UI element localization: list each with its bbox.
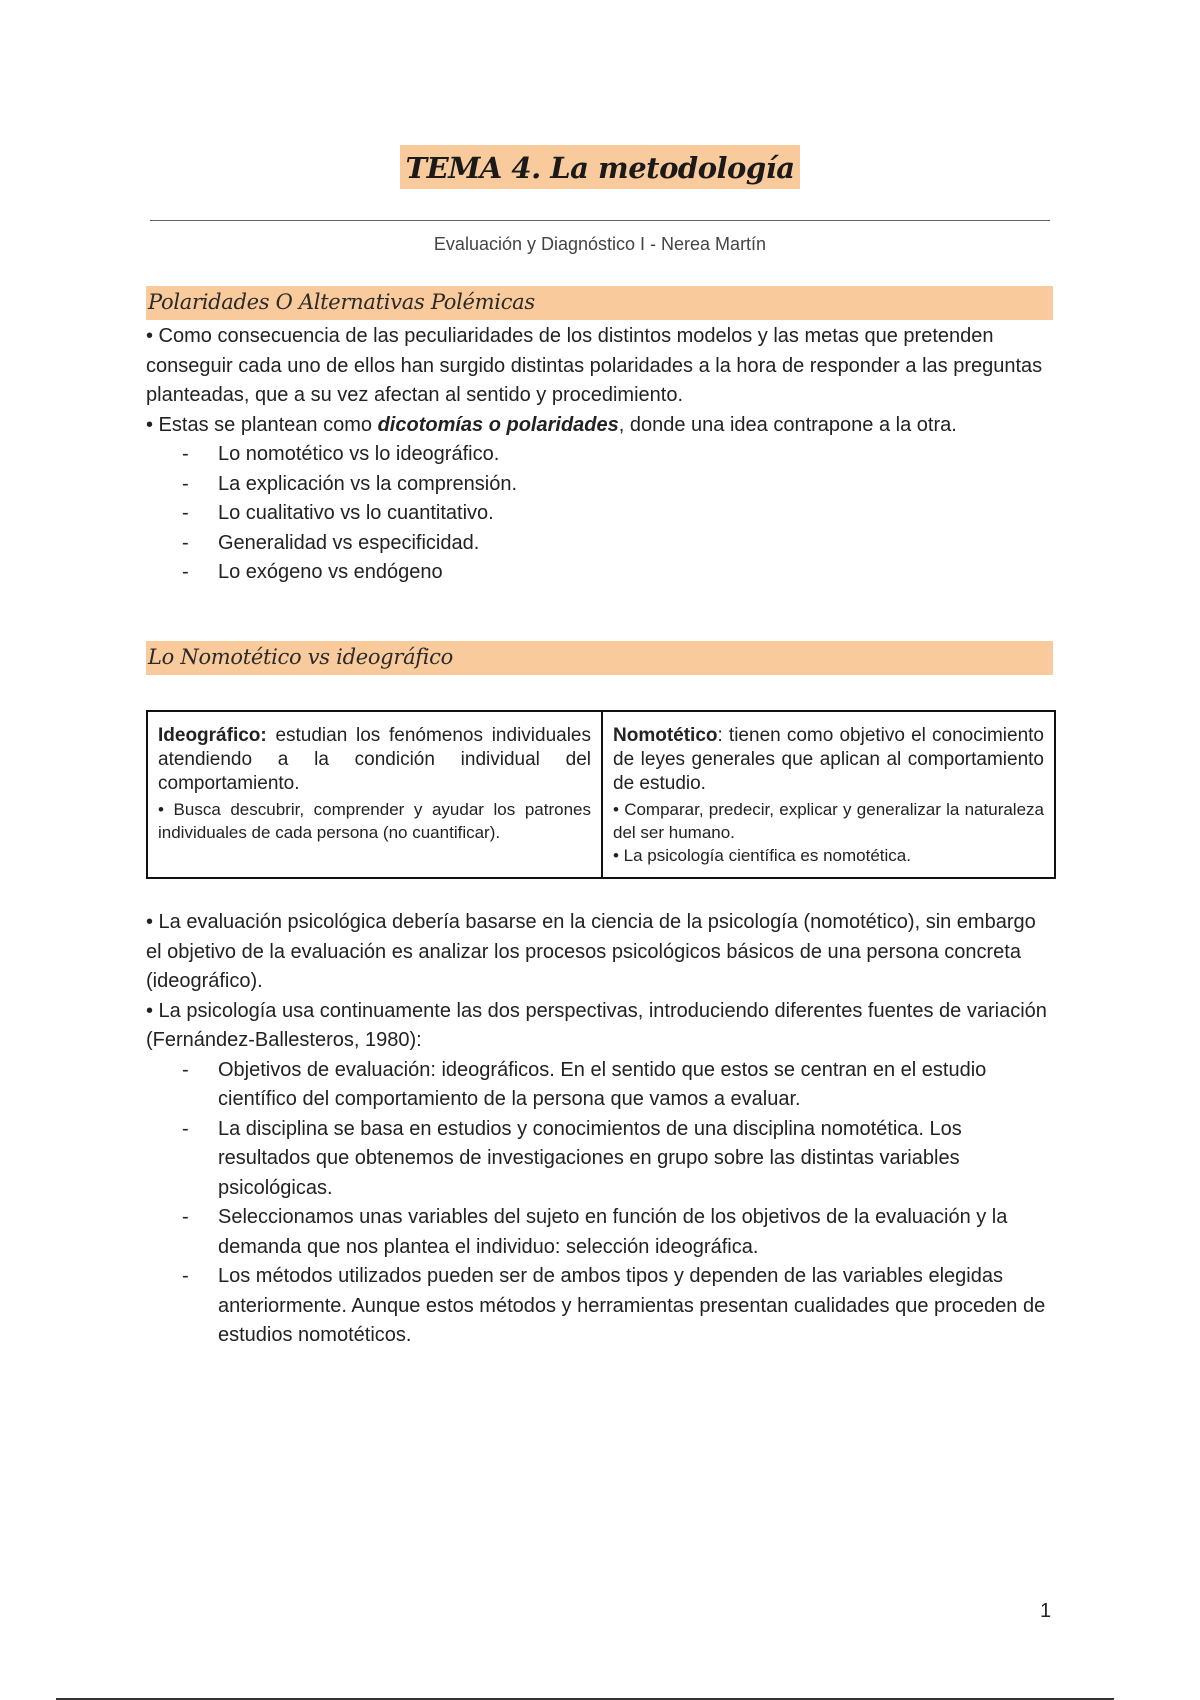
section-polaridades-body (146, 322, 1056, 588)
list-item: - Generalidad vs especificidad. (182, 529, 1056, 559)
table-cell-ideografico: Ideográfico: estudian los fenómenos individuales atendiendo a la condición individual del comportamiento. • Busca descubrir, comprender y ayudar los patrones individuales de cada persona (no cuantificar). (158, 725, 591, 842)
list-item: - Lo nomotético vs lo ideográfico. (182, 440, 1056, 470)
list-item: - La disciplina se basa en estudios y conocimientos de una disciplina nomotética. Los resultados que obtenemos de investigaciones en grupo sobre las distintas variables psicológicas. (182, 1115, 1056, 1204)
page-title: TEMA 4. La metodología (400, 145, 801, 189)
header-divider (150, 220, 1050, 221)
section-heading-polaridades: Polaridades O Alternativas Polémicas (146, 286, 1053, 320)
list-item: - Objetivos de evaluación: ideográficos. En el sentido que estos se centran en el estudio científico del comportamiento de la persona que vamos a evaluar. (182, 1056, 1056, 1115)
paragraph: • La evaluación psicológica debería basarse en la ciencia de la psicología (nomotético), sin embargo el objetivo de la evaluación es analizar los procesos psicológicos básicos de una persona concreta (ideográfico). (146, 911, 1036, 992)
table-cell-nomotetico: Nomotético: tienen como objetivo el conocimiento de leyes generales que aplican al comportamiento de estudio. • Comparar, predecir, explicar y generalizar la naturaleza del ser humano. • La psicología científica es nomotética. (601, 712, 1054, 877)
section-heading-nomotetico: Lo Nomotético vs ideográfico (146, 641, 1053, 675)
variation-sources-list (146, 1056, 1056, 1351)
comparison-table (146, 710, 1056, 879)
list-item: - La explicación vs la comprensión. (182, 470, 1056, 500)
term-label: Ideográfico: (158, 725, 267, 746)
title-wrapper (0, 145, 1200, 189)
list-item: - Seleccionamos unas variables del sujeto en función de los objetivos de la evaluación y la demanda que nos plantea el individuo: selección ideográfica. (182, 1203, 1056, 1262)
paragraph: • La psicología usa continuamente las dos perspectivas, introduciendo diferentes fuentes de variación (Fernández-Ballesteros, 1980): (146, 999, 1047, 1051)
list-item: - Lo exógeno vs endógeno (182, 558, 1056, 588)
page-subtitle: Evaluación y Diagnóstico I - Nerea Martín (433, 234, 767, 254)
paragraph: • Estas se plantean como dicotomías o polaridades, donde una idea contrapone a la otra. (146, 413, 957, 436)
cell-note: • Comparar, predecir, explicar y generalizar la naturaleza del ser humano. (613, 800, 1044, 842)
list-item: - Los métodos utilizados pueden ser de ambos tipos y dependen de las variables elegidas anteriormente. Aunque estos métodos y herramientas presentan cualidades que proceden de estudios nomotéticos. (182, 1262, 1056, 1351)
paragraph: • Como consecuencia de las peculiaridades de los distintos modelos y las metas que pretenden conseguir cada uno de ellos han surgido distintas polaridades a la hora de responder a las preguntas planteadas, que a su vez afectan al sentido y procedimiento. (146, 325, 1043, 406)
section-nomotetico-body (146, 908, 1056, 1351)
cell-note: • Busca descubrir, comprender y ayudar los patrones individuales de cada persona (no cuantificar). (158, 800, 591, 842)
cell-note: • La psicología científica es nomotética. (613, 846, 911, 865)
term-label: Nomotético (613, 725, 718, 746)
emphasis-text: dicotomías o polaridades (377, 413, 619, 436)
list-item: - Lo cualitativo vs lo cuantitativo. (182, 499, 1056, 529)
polarities-list (146, 440, 1056, 588)
page-number: 1 (1040, 1600, 1052, 1622)
